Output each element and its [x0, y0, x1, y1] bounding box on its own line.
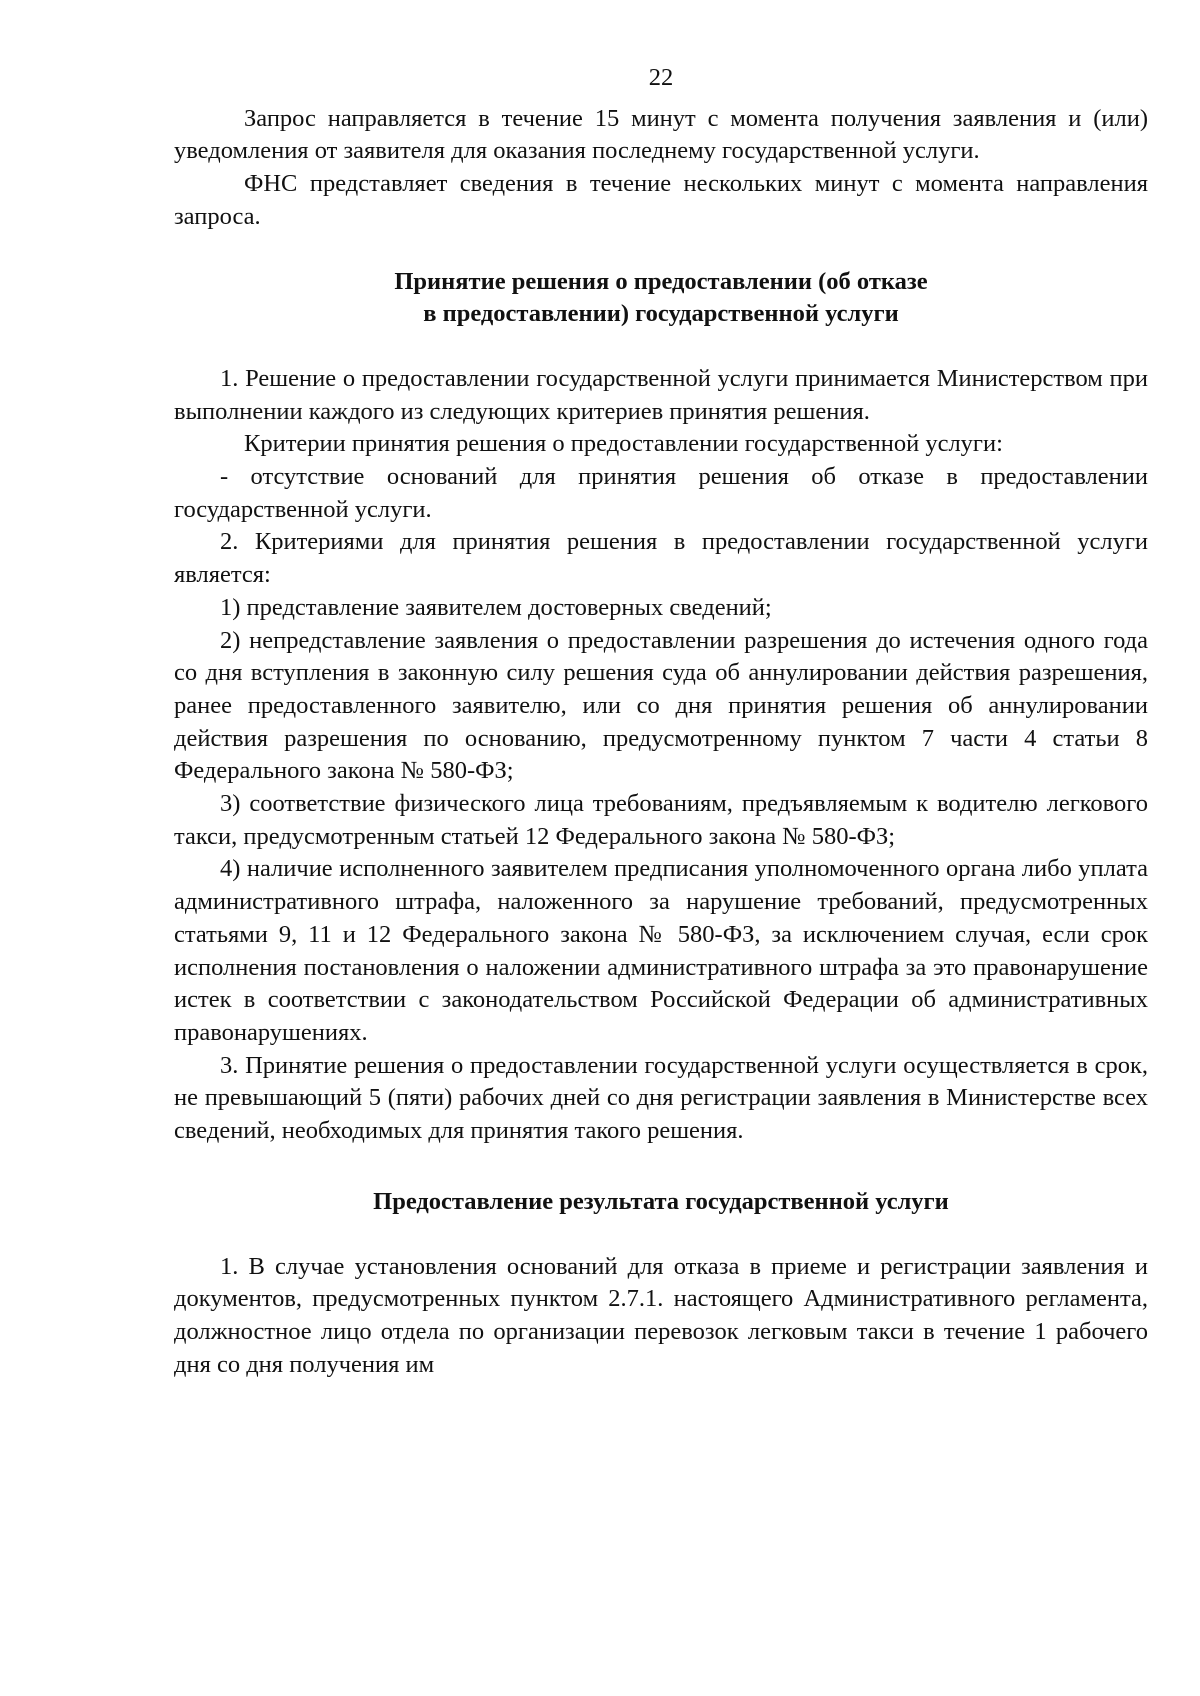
document-page [174, 62, 1148, 1381]
section-heading-decision-line-2: в предоставлении) государственной услуги [423, 300, 899, 328]
section-heading-result: Предоставление результата государственной услуги [373, 1187, 949, 1215]
decision-paragraph-3: 3. Принятие решения о предоставлении государственной услуги осуществляется в срок, не превышающий 5 (пяти) рабочих дней со дня регистрации заявления в Министерстве всех сведений, необходимых для принятия такого решения. [174, 1051, 1148, 1145]
result-paragraph-1: 1. В случае установления оснований для отказа в приеме и регистрации заявления и документов, предусмотренных пунктом 2.7.1. настоящего Административного регламента, должностное лицо отдела по организации перевозок легковым такси в течение 1 рабочего дня со дня получения им [174, 1252, 1148, 1378]
decision-criterion-3: 3) соответствие физического лица требованиям, предъявляемым к водителю легкового такси, предусмотренным статьей 12 Федерального закона № 580-ФЗ; [174, 790, 1148, 850]
decision-criteria-item: - отсутствие оснований для принятия решения об отказе в предоставлении государственной услуги. [174, 463, 1148, 523]
intro-paragraph-1: Запрос направляется в течение 15 минут с момента получения заявления и (или) уведомления от заявителя для оказания последнему государственной услуги. [174, 104, 1148, 165]
decision-paragraph-2: 2. Критериями для принятия решения в предоставлении государственной услуги является: [174, 528, 1148, 589]
decision-criteria-intro: Критерии принятия решения о предоставлении государственной услуги: [244, 430, 1003, 458]
section-heading-decision [174, 266, 1148, 331]
page-number: 22 [648, 64, 674, 91]
intro-paragraph-2: ФНС представляет сведения в течение нескольких минут с момента направления запроса. [174, 170, 1148, 230]
decision-criterion-4: 4) наличие исполненного заявителем предписания уполномоченного органа либо уплата административного штрафа, наложенного за нарушение требований, предусмотренных статьями 9, 11 и 12 Федерального закона № 580-ФЗ, за исключением случая, если срок исполнения постановления о наложении административного штрафа за это правонарушение истек в соответствии с законодательством Российской Федерации об административных правонарушениях. [174, 855, 1148, 1046]
decision-criterion-2: 2) непредставление заявления о предоставлении разрешения до истечения одного года со дня вступления в законную силу решения суда об аннулировании действия разрешения, ранее предоставленного заявителю, или со дня принятия решения об аннулировании действия разрешения по основанию, предусмотренному пунктом 7 части 4 статьи 8 Федерального закона № 580-ФЗ; [174, 626, 1148, 785]
section-heading-decision-line-1: Принятие решения о предоставлении (об отказе [394, 267, 928, 295]
decision-criterion-1: 1) представление заявителем достоверных сведений; [220, 593, 772, 621]
decision-paragraph-1: 1. Решение о предоставлении государственной услуги принимается Министерством при выполнении каждого из следующих критериев принятия решения. [174, 364, 1148, 425]
